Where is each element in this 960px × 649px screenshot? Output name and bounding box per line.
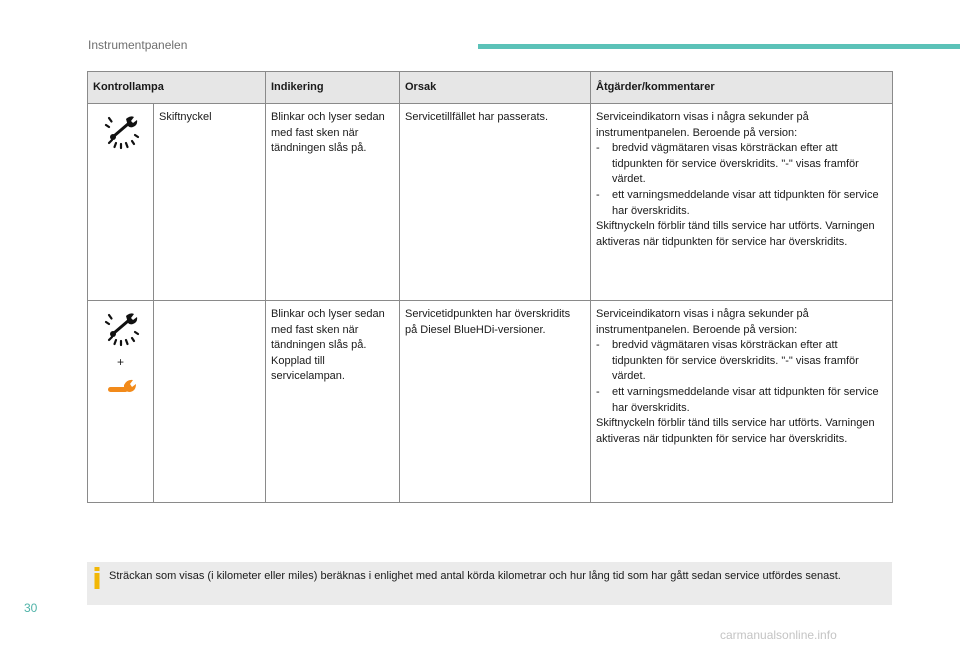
wrench-icon: [93, 307, 148, 349]
indication-cell: Blinkar och lyser sedan med fast sken när tändningen slås på.: [266, 104, 400, 301]
table-row: [88, 104, 893, 301]
actions-intro: Serviceindikatorn visas i några sekunder på instrumentpanelen. Beroende på version:: [596, 111, 809, 139]
section-title: Instrumentpanelen: [88, 38, 188, 52]
column-header-indication: Indikering: [266, 72, 400, 104]
actions-bullet-list: [596, 338, 887, 416]
bullet-text: ett varningsmeddelande visar att tidpunkten för service har överskridits.: [612, 385, 879, 414]
table-header-row: [88, 72, 893, 104]
table-row: [88, 301, 893, 503]
actions-cell: [591, 301, 893, 503]
bullet-text: bredvid vägmätaren visas körsträckan efter att tidpunkten för service överskridits. "-" visas framför värdet.: [612, 339, 859, 383]
actions-outro: Skiftnyckeln förblir tänd tills service har utförts. Varningen aktiveras när tidpunkten för service har överskridits.: [596, 220, 875, 248]
icon-cell: [88, 301, 154, 503]
list-item: [596, 141, 887, 188]
cause-cell: Servicetillfället har passerats.: [400, 104, 591, 301]
orange-wrench-icon: [93, 375, 148, 397]
actions-outro: Skiftnyckeln förblir tänd tills service har utförts. Varningen aktiveras när tidpunkten för service har överskridits.: [596, 417, 875, 445]
actions-bullet-list: [596, 141, 887, 219]
column-header-actions: Åtgärder/kommentarer: [591, 72, 893, 104]
info-text: Sträckan som visas (i kilometer eller miles) beräknas i enlighet med antal körda kilometrar och hur lång tid som har gått sedan service utfördes senast.: [109, 570, 841, 582]
lamp-name-cell: [154, 301, 266, 503]
warning-lamp-table: [87, 71, 893, 503]
wrench-icon: [93, 110, 148, 152]
bullet-dash: -: [596, 339, 600, 352]
info-icon: [93, 567, 101, 594]
bullet-text: ett varningsmeddelande visar att tidpunkten för service har överskridits.: [612, 188, 879, 217]
cause-cell: Servicetidpunkten har överskridits på Diesel BlueHDi-versioner.: [400, 301, 591, 503]
actions-intro: Serviceindikatorn visas i några sekunder på instrumentpanelen. Beroende på version:: [596, 308, 809, 336]
column-header-warning-lamp: Kontrollampa: [88, 72, 266, 104]
watermark-text: carmanualsonline.info: [720, 628, 837, 642]
bullet-dash: -: [596, 142, 600, 155]
list-item: [596, 385, 887, 416]
actions-cell: [591, 104, 893, 301]
list-item: [596, 188, 887, 219]
page-number: 30: [24, 601, 38, 615]
column-header-cause: Orsak: [400, 72, 591, 104]
plus-sign: +: [116, 355, 124, 369]
indication-cell: Blinkar och lyser sedan med fast sken när tändningen slås på. Kopplad till servicelampan.: [266, 301, 400, 503]
header-accent-bar: [478, 44, 960, 49]
bullet-text: bredvid vägmätaren visas körsträckan efter att tidpunkten för service överskridits. "-" visas framför värdet.: [612, 142, 859, 186]
lamp-name-cell: Skiftnyckel: [154, 104, 266, 301]
icon-cell: [88, 104, 154, 301]
bullet-dash: -: [596, 385, 600, 398]
list-item: [596, 338, 887, 385]
bullet-dash: -: [596, 188, 600, 201]
info-box: [87, 562, 892, 605]
